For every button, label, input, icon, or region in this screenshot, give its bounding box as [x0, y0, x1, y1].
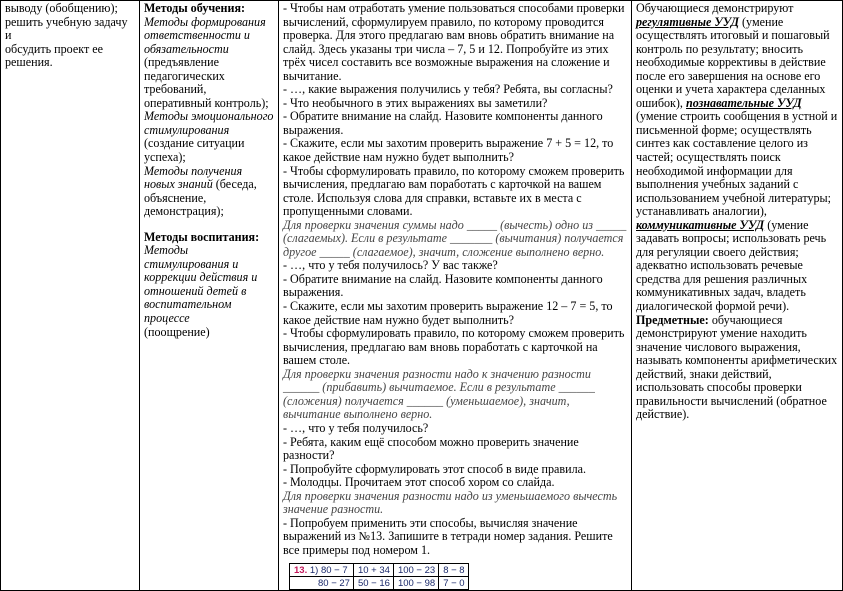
exercise-expr: 50 − 16 — [353, 577, 393, 590]
teacher-text: - Что необычного в этих выражениях вы заметили? — [283, 95, 548, 110]
teacher-text: - …, какие выражения получились у тебя? Ребята, вы согласны? — [283, 82, 613, 97]
teacher-text: - …, что у тебя получилось? — [283, 420, 429, 435]
teacher-text: - Скажите, если мы захотим проверить выражение 7 + 5 = 12, то какое действие нам нужно будет выполнить? — [283, 136, 614, 165]
rule-card-text: Для проверки значения суммы надо _____ (вычесть) одно из _____ (слагаемых). Если в результате _______ (вычитания) получается другое _____ (слагаемое), значит, сложение выполнено верно. — [283, 217, 627, 259]
exercise-expr: 7 − 0 — [439, 577, 468, 590]
exercise-number: 13. — [294, 565, 308, 577]
teacher-text: - Скажите, если мы захотим проверить выражение 12 – 7 = 5, то какое действие нам нужно будет выполнить? — [283, 299, 613, 327]
rule-card-text: Для проверки значения разности надо к значению разности ______ (прибавить) вычитаемое. Если в результате ______ (сложения) получается ______ (уменьшаемое), значит, вычитание выполнено верно. — [283, 366, 595, 422]
goals-cell — [1, 1, 140, 591]
exercise-expr: 100 − 98 — [393, 577, 438, 590]
goal-line: решить учебную задачу и — [5, 14, 128, 43]
exercise-item: 1) — [309, 565, 319, 577]
exercise-image — [289, 563, 628, 590]
methods-cell — [140, 1, 279, 591]
teacher-text: - Молодцы. Прочитаем этот способ хором со слайда. — [283, 475, 555, 490]
teacher-text: - Чтобы сформулировать правило, по которому сможем проверить вычисления, предлагаю вам поработать с карточкой на вашем столе. Используя слова для справки, вставьте их в места с пропущенными словами. — [283, 163, 625, 219]
teacher-text: - Обратите внимание на слайд. Назовите компоненты данного выражения. — [283, 271, 603, 300]
teacher-text: - Обратите внимание на слайд. Назовите компоненты данного выражения. — [283, 109, 603, 137]
table-row — [1, 1, 843, 591]
goal-line: обсудить проект ее — [5, 41, 103, 56]
teacher-text: - Ребята, каким ещё способом можно проверить значение разности? — [283, 434, 579, 463]
goal-line: решения. — [5, 55, 53, 70]
upbringing-method-note: (поощрение) — [144, 324, 210, 339]
regulative-label: регулятивные УУД — [636, 14, 739, 29]
communicative-label: коммуникативные УУД — [636, 217, 765, 232]
teacher-text: - Чтобы нам отработать умение пользоваться способами проверки вычислений, сформулируем правило, по которому проводится проверка. Для этого предлагаю вам вновь обратить внимание на слайд. Здесь указаны три числа – 7, 5 и 12. Попробуйте из этих трёх чисел составить все возможные выражения на сложение и вычитание. — [283, 1, 625, 83]
goal-line: выводу (обобщению); — [5, 1, 118, 15]
teacher-text: - …, что у тебя получилось? У вас также? — [283, 258, 498, 273]
teaching-method: Методы формирования ответственности и обязательности — [144, 14, 266, 56]
upbringing-methods-heading: Методы воспитания: — [144, 229, 260, 244]
results-cell — [632, 1, 843, 591]
exercise-expr: 8 − 8 — [439, 564, 468, 577]
teacher-text: - Попробуйте сформулировать этот способ в виде правила. — [283, 461, 586, 476]
teaching-methods-heading: Методы обучения: — [144, 1, 246, 15]
subject-label: Предметные: — [636, 312, 709, 327]
teacher-text: - Попробуем применить эти способы, вычисляя значение выражений из №13. Запишите в тетради номер задания. Решите все примеры под номером 1. — [283, 515, 613, 557]
results-text: Обучающиеся демонстрируют регулятивные УУД (умение осуществлять итоговый и пошаговый контроль по результату; вносить необходимые коррективы в действие после его завершения на основе его оценки и учета характера сделанных ошибок), познавательные УУД (умение строить сообщения в устной и письменной форме; осуществлять синтез как составление целого из частей; осуществлять поиск необходимой информации для выполнения учебных заданий с использованием учебной литературы; устанавливать аналогии), коммуникативные УУД (умение задавать вопросы; использовать речь для регуляции своего действия; адекватно использовать речевые средства для решения различных коммуникативных задач, владеть диалогической формой речи). Предметные: обучающиеся демонстрируют умение находить значение числового выражения, называть компоненты арифметических действий, знаки действий, использовать способы проверки правильности вычислений (обратное действие). — [636, 1, 838, 422]
cognitive-label: познавательные УУД — [686, 95, 802, 110]
activity-cell — [279, 1, 632, 591]
exercise-expr: 100 − 23 — [393, 564, 438, 577]
teaching-method-note: (предъявление педагогических требований, оперативный контроль); — [144, 55, 269, 110]
exercise-expr: 80 − 27 — [290, 577, 354, 590]
rule-text: Для проверки значения разности надо из уменьшаемого вычесть значение разности. — [283, 488, 618, 517]
upbringing-method: Методы стимулирования и коррекции действия и отношений детей в воспитательном процессе — [144, 243, 258, 326]
exercise-expr: 10 + 34 — [353, 564, 393, 577]
teaching-method-note: (создание ситуации успеха); — [144, 136, 245, 165]
teaching-method: Методы получения новых знаний (беседа, объяснение, демонстрация); — [144, 163, 257, 219]
teacher-text: - Чтобы сформулировать правило, по которому сможем проверить вычисления, предлагаю вам вновь поработать с карточкой на вашем столе. — [283, 326, 625, 368]
exercise-expr: 80 − 7 — [320, 565, 348, 577]
teaching-method: Методы эмоционального стимулирования — [144, 109, 274, 137]
